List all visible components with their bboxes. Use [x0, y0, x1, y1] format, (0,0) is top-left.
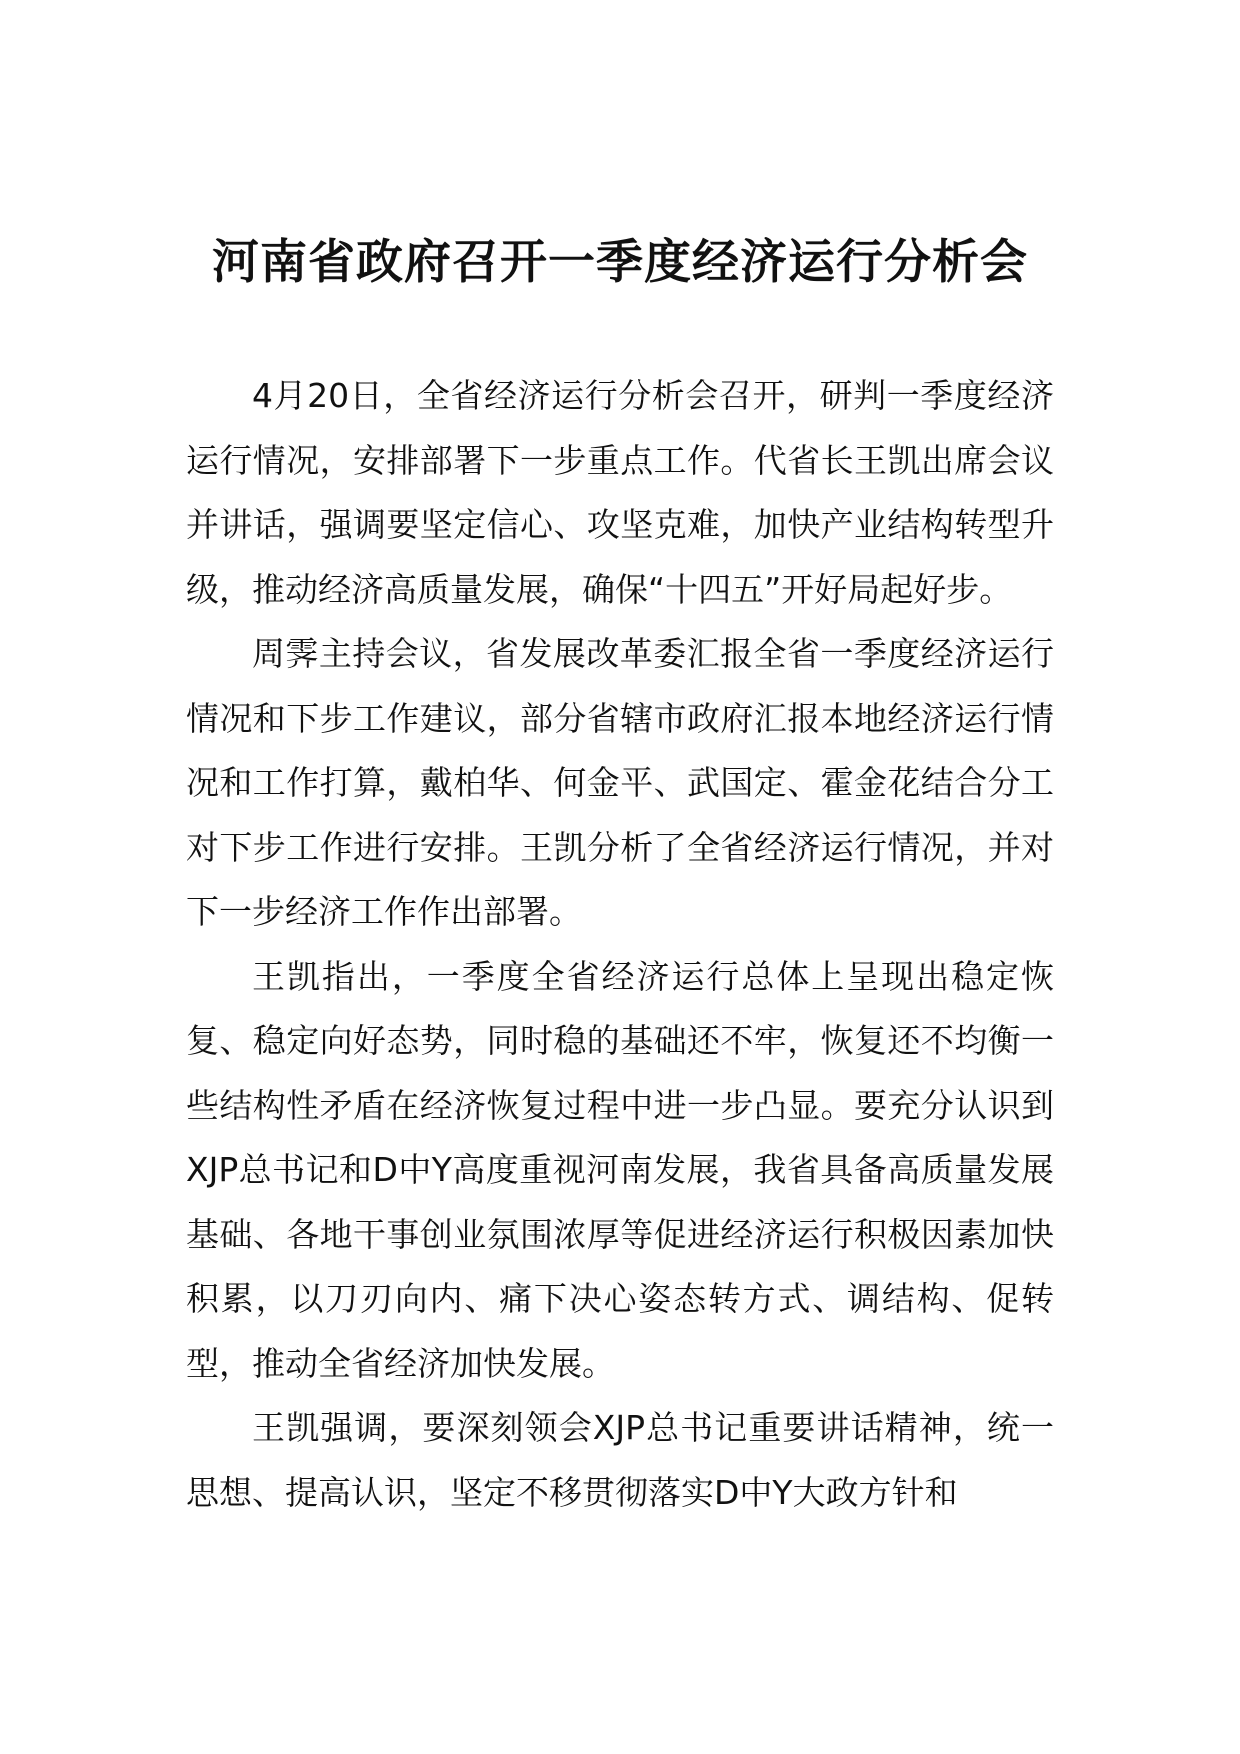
paragraph-2: 周霁主持会议，省发展改革委汇报全省一季度经济运行情况和下步工作建议，部分省辖市政府汇报本地经济运行情况和工作打算，戴柏华、何金平、武国定、霍金花结合分工对下步工作进行安排。王凯分析了全省经济运行情况，并对下一步经济工作作出部署。 — [186, 634, 1054, 931]
paragraph-4: 王凯强调，要深刻领会XJP总书记重要讲话精神，统一思想、提高认识，坚定不移贯彻落实D中Y大政方针和 — [186, 1408, 1054, 1512]
document-body — [186, 364, 1054, 1525]
document-title: 河南省政府召开一季度经济运行分析会 — [212, 235, 1028, 290]
paragraph-1: 4月20日，全省经济运行分析会召开，研判一季度经济运行情况，安排部署下一步重点工作。代省长王凯出席会议并讲话，强调要坚定信心、攻坚克难，加快产业结构转型升级，推动经济高质量发展，确保“十四五”开好局起好步。 — [186, 376, 1054, 609]
paragraph-3: 王凯指出，一季度全省经济运行总体上呈现出稳定恢复、稳定向好态势，同时稳的基础还不牢，恢复还不均衡一些结构性矛盾在经济恢复过程中进一步凸显。要充分认识到XJP总书记和D中Y高度重视河南发展，我省具备高质量发展基础、各地干事创业氛围浓厚等促进经济运行积极因素加快积累，以刀刃向内、痛下决心姿态转方式、调结构、促转型，推动全省经济加快发展。 — [186, 956, 1054, 1383]
